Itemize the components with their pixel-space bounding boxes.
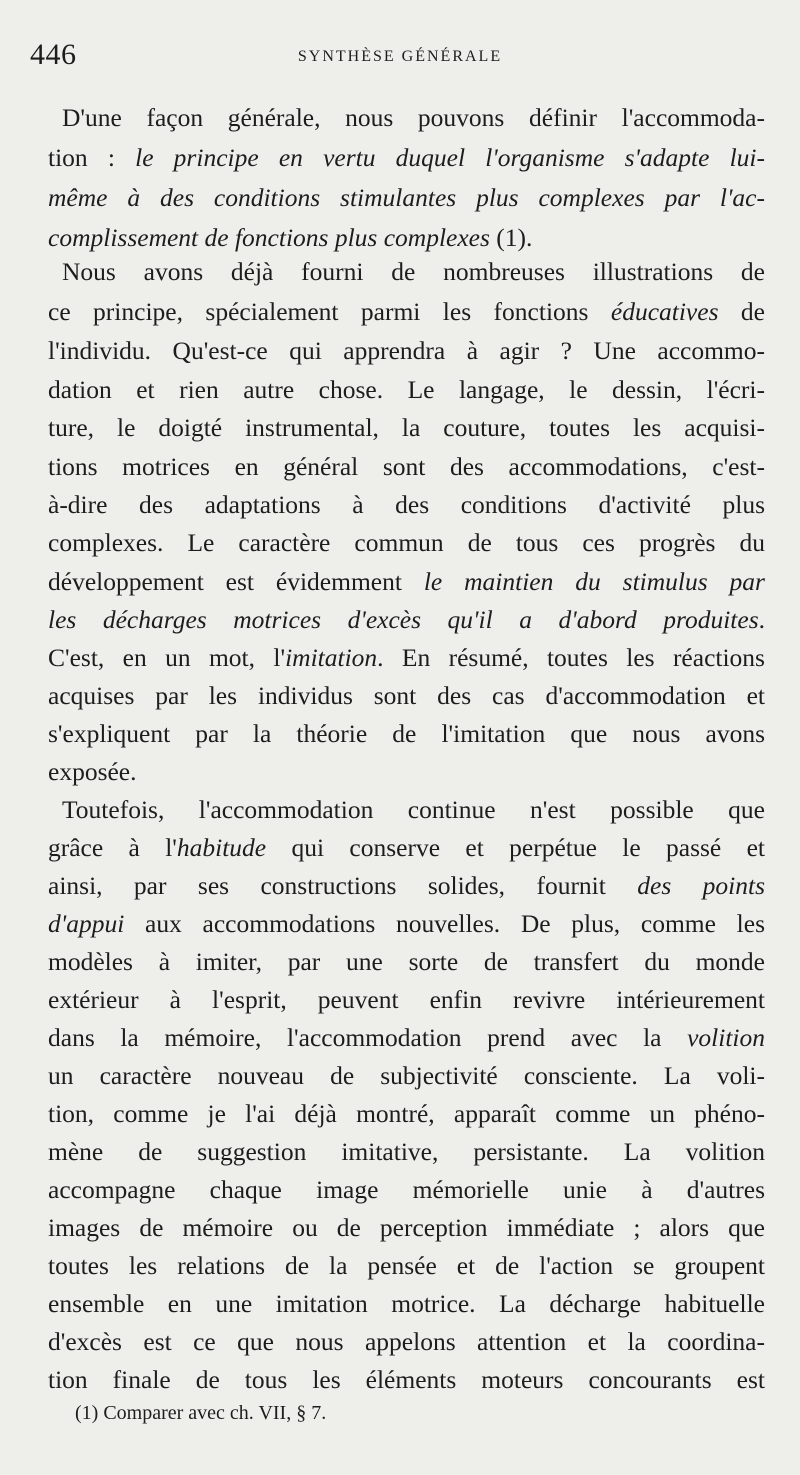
text-line: ture, le doigté instrumental, la couture, toutes les acquisi- [48,413,765,442]
text-line: exposée. [48,757,137,786]
text-line: tion : le principe en vertu duquel l'organisme s'adapte lui- [48,143,765,172]
text-line: Nous avons déjà fourni de nombreuses illustrations de [62,257,765,286]
text-line: accompagne chaque image mémorielle unie à d'autres [48,1175,765,1204]
text-line: modèles à imiter, par une sorte de transfert du monde [48,947,765,976]
text-line: un caractère nouveau de subjectivité consciente. La voli- [48,1061,765,1090]
text-line: ensemble en une imitation motrice. La décharge habituelle [48,1289,765,1318]
text-line: extérieur à l'esprit, peuvent enfin revivre intérieurement [48,985,765,1014]
text-line: ainsi, par ses constructions solides, fournit des points [48,871,765,900]
text-line: D'une façon générale, nous pouvons définir l'accommoda- [62,103,765,132]
text-line: tion finale de tous les éléments moteurs concourants est [48,1365,765,1394]
text-line: les décharges motrices d'excès qu'il a d'abord produites. [48,605,765,634]
text-line: complexes. Le caractère commun de tous ces progrès du [48,528,765,557]
text-line: l'individu. Qu'est-ce qui apprendra à agir ? Une accommo- [48,336,765,365]
text-line: images de mémoire ou de perception immédiate ; alors que [48,1213,765,1242]
text-line: mène de suggestion imitative, persistante. La volition [48,1137,765,1166]
text-line: ce principe, spécialement parmi les fonctions éducatives de [48,297,765,326]
text-line: dans la mémoire, l'accommodation prend avec la volition [48,1023,765,1052]
text-line: acquises par les individus sont des cas d'accommodation et [48,681,765,710]
text-line: à-dire des adaptations à des conditions d'activité plus [48,490,765,519]
text-line: complissement de fonctions plus complexes (1). [48,223,533,252]
text-line: dation et rien autre chose. Le langage, le dessin, l'écri- [48,375,765,404]
text-line: Toutefois, l'accommodation continue n'est possible que [62,795,765,824]
text-line: développement est évidemment le maintien du stimulus par [48,567,765,596]
running-title: SYNTHÈSE GÉNÉRALE [297,48,503,65]
text-line: toutes les relations de la pensée et de l'action se groupent [48,1251,765,1280]
text-line: tions motrices en général sont des accommodations, c'est- [48,452,765,481]
text-line: s'expliquent par la théorie de l'imitation que nous avons [48,719,765,748]
text-line: tion, comme je l'ai déjà montré, apparaît comme un phéno- [48,1099,765,1128]
footnote: (1) Comparer avec ch. VII, § 7. [75,1402,327,1424]
text-line: même à des conditions stimulantes plus complexes par l'ac- [48,183,765,212]
page-number: 446 [30,38,77,71]
text-line: C'est, en un mot, l'imitation. En résumé, toutes les réactions [48,643,765,672]
text-line: d'appui aux accommodations nouvelles. De plus, comme les [48,909,765,938]
page-header [30,38,770,78]
text-line: d'excès est ce que nous appelons attention et la coordina- [48,1327,765,1356]
text-line: grâce à l'habitude qui conserve et perpétue le passé et [48,833,765,862]
